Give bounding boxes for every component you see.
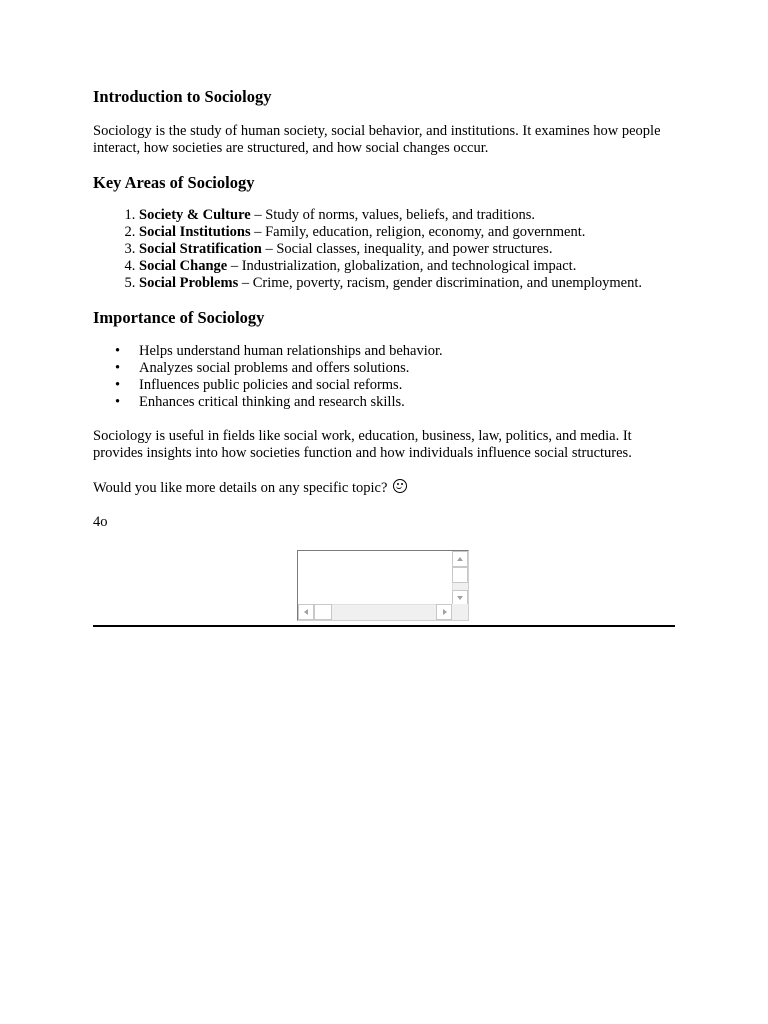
key-area-term: Social Institutions [139, 224, 251, 240]
key-area-description: – Social classes, inequality, and power structures. [261, 241, 553, 257]
smiling-face-icon [393, 479, 407, 493]
importance-item [115, 360, 678, 377]
closing-paragraph: Sociology is useful in fields like social work, education, business, law, politics, and media. It provides insights into how societies function and how individuals influence social structures. [93, 428, 632, 461]
importance-list [93, 343, 678, 411]
key-areas-list [93, 207, 678, 292]
importance-item-text: Helps understand human relationships and behavior. [139, 343, 443, 359]
model-label: 4o [93, 514, 108, 530]
key-area-term: Social Stratification [139, 241, 262, 257]
horizontal-scroll-thumb[interactable] [314, 604, 332, 620]
intro-paragraph: Sociology is the study of human society, social behavior, and institutions. It examines how people interact, how societies are structured, and how social changes occur. [93, 123, 661, 156]
importance-item-text: Enhances critical thinking and research skills. [139, 394, 405, 410]
importance-item [115, 377, 678, 394]
key-area-description: – Study of norms, values, beliefs, and traditions. [250, 207, 536, 223]
bullet-icon: • [115, 394, 121, 410]
key-area-term: Society & Culture [139, 207, 251, 223]
bullet-icon: • [115, 360, 121, 376]
importance-heading: Importance of Sociology [93, 308, 265, 327]
vertical-scrollbar[interactable] [452, 551, 468, 606]
bullet-icon: • [115, 343, 121, 359]
vertical-scroll-thumb[interactable] [452, 567, 468, 583]
importance-item-text: Influences public policies and social reforms. [139, 377, 403, 393]
key-area-item [139, 224, 678, 241]
key-area-item [139, 207, 678, 224]
question-text: Would you like more details on any specific topic? [93, 480, 388, 496]
bullet-icon: • [115, 377, 121, 393]
document-content [93, 87, 678, 531]
key-area-term: Social Change [139, 258, 228, 274]
key-area-item [139, 258, 678, 275]
horizontal-rule [93, 625, 675, 627]
importance-item-text: Analyzes social problems and offers solutions. [139, 360, 410, 376]
key-area-description: – Family, education, religion, economy, and government. [250, 224, 586, 240]
text-area[interactable] [297, 550, 469, 621]
intro-heading: Introduction to Sociology [93, 87, 272, 106]
scroll-left-arrow-icon[interactable] [298, 604, 314, 620]
scroll-up-arrow-icon[interactable] [452, 551, 468, 567]
resize-corner[interactable] [452, 604, 468, 620]
key-area-item [139, 275, 678, 292]
key-area-item [139, 241, 678, 258]
key-areas-heading: Key Areas of Sociology [93, 173, 255, 192]
key-area-description: – Crime, poverty, racism, gender discrimination, and unemployment. [238, 275, 642, 291]
key-area-description: – Industrialization, globalization, and technological impact. [227, 258, 577, 274]
horizontal-scrollbar[interactable] [298, 604, 452, 620]
scroll-right-arrow-icon[interactable] [436, 604, 452, 620]
key-area-term: Social Problems [139, 275, 239, 291]
importance-item [115, 343, 678, 360]
question-paragraph [93, 479, 678, 497]
importance-item [115, 394, 678, 411]
